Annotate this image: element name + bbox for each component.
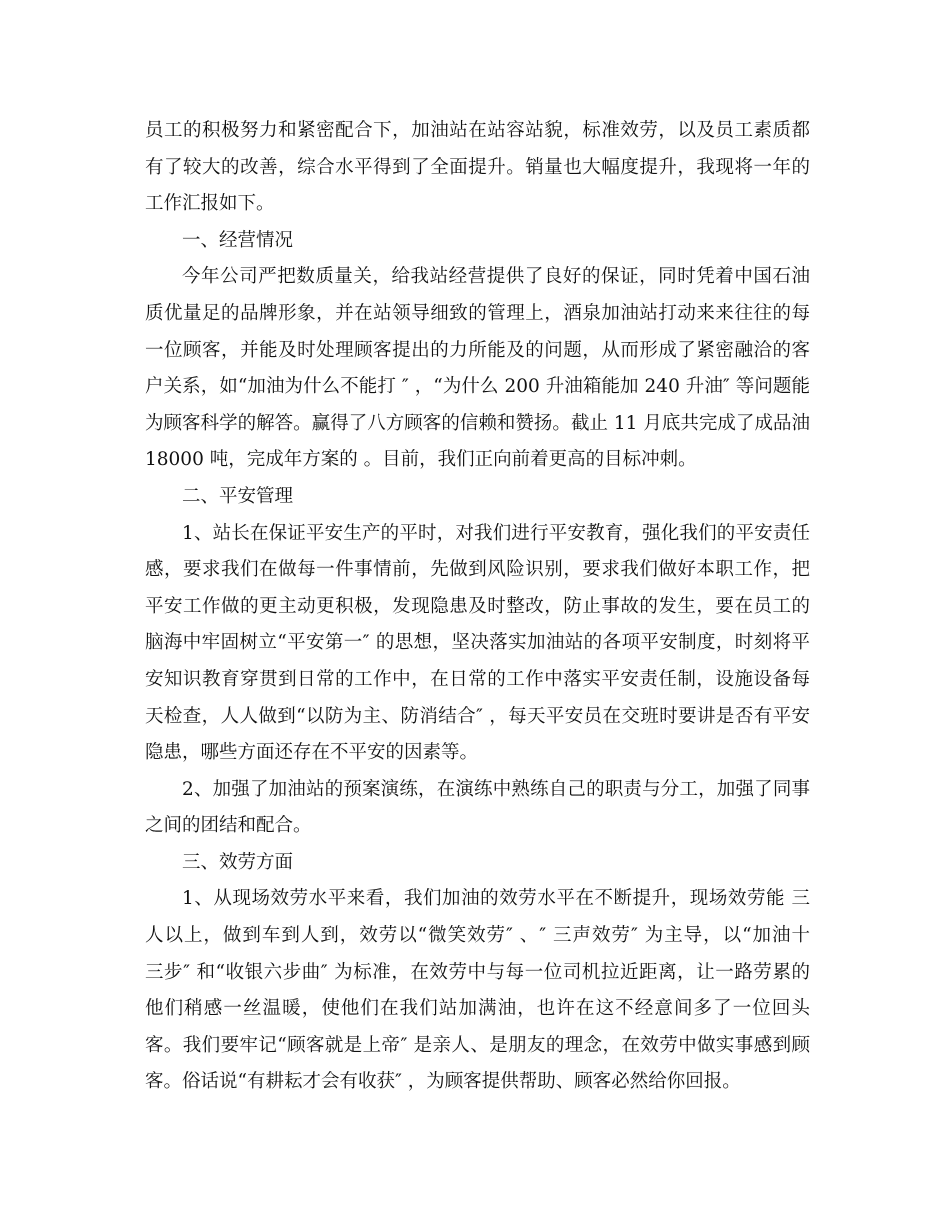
text-line: 今年公司严把数质量关，给我站经营提供了良好的保证，同时凭着中国石油 — [182, 266, 810, 288]
text-line: 户关系，如“加油为什么不能打 ″ ，“为什么 200 升油箱能加 240 升油″ 等问题能 — [145, 376, 810, 398]
text-line: 18000 吨，完成年方案的 。目前，我们正向前着更高的目标冲刺。 — [145, 449, 697, 471]
text-line: 之间的团结和配合。 — [145, 815, 312, 837]
text-line: 他们稍感一丝温暖，使他们在我们站加满油，也许在这不经意间多了一位回头 — [145, 998, 810, 1020]
document-body — [145, 113, 810, 1101]
text-line: 员工的积极努力和紧密配合下，加油站在站容站貌，标准效劳，以及员工素质都 — [145, 120, 810, 141]
text-line: 三步″ 和“收银六步曲″ 为标准，在效劳中与每一位司机拉近距离，让一路劳累的 — [145, 961, 810, 983]
text-line: 1、站长在保证平安生产的平时，对我们进行平安教育，强化我们的平安责任 — [182, 522, 810, 544]
text-line: 感，要求我们在做每一件事情前，先做到风险识别，要求我们做好本职工作，把 — [145, 559, 810, 581]
text-line: 质优量足的品牌形象，并在站领导细致的管理上，酒泉加油站打动来来往往的每 — [145, 302, 810, 324]
text-line: 安知识教育穿贯到日常的工作中，在日常的工作中落实平安责任制，设施设备每 — [145, 668, 810, 690]
text-line: 为顾客科学的解答。赢得了八方顾客的信赖和赞扬。截止 11 月底共完成了成品油 — [145, 412, 810, 434]
text-line: 1、从现场效劳水平来看，我们加油的效劳水平在不断提升，现场效劳能 三 — [182, 888, 810, 910]
section-heading: 三、效劳方面 — [182, 851, 294, 873]
text-line: 有了较大的改善，综合水平得到了全面提升。销量也大幅度提升，我现将一年的 — [145, 156, 810, 178]
text-line: 人以上，做到车到人到，效劳以“微笑效劳″ 、″ 三声效劳″ 为主导，以“加油十 — [145, 925, 810, 947]
text-line: 天检查，人人做到“以防为主、防消结合″ ，每天平安员在交班时要讲是否有平安 — [145, 705, 810, 727]
text-line: 2、加强了加油站的预案演练，在演练中熟练自己的职责与分工，加强了同事 — [182, 778, 810, 800]
text-line: 客。俗话说“有耕耘才会有收获″ ，为顾客提供帮助、顾客必然给你回报。 — [145, 1071, 741, 1093]
text-line: 脑海中牢固树立“平安第一″ 的思想，坚决落实加油站的各项平安制度，时刻将平 — [145, 632, 810, 654]
text-line: 隐患，哪些方面还存在不平安的因素等。 — [145, 742, 479, 764]
text-line: 工作汇报如下。 — [145, 193, 275, 215]
text-line: 平安工作做的更主动更积极，发现隐患及时整改，防止事故的发生，要在员工的 — [145, 595, 810, 617]
section-heading: 一、经营情况 — [182, 229, 294, 251]
text-line: 一位顾客，并能及时处理顾客提出的力所能及的问题，从而形成了紧密融洽的客 — [145, 339, 810, 361]
text-line: 客。我们要牢记“顾客就是上帝″ 是亲人、是朋友的理念，在效劳中做实事感到顾 — [145, 1034, 810, 1056]
section-heading: 二、平安管理 — [182, 485, 294, 507]
